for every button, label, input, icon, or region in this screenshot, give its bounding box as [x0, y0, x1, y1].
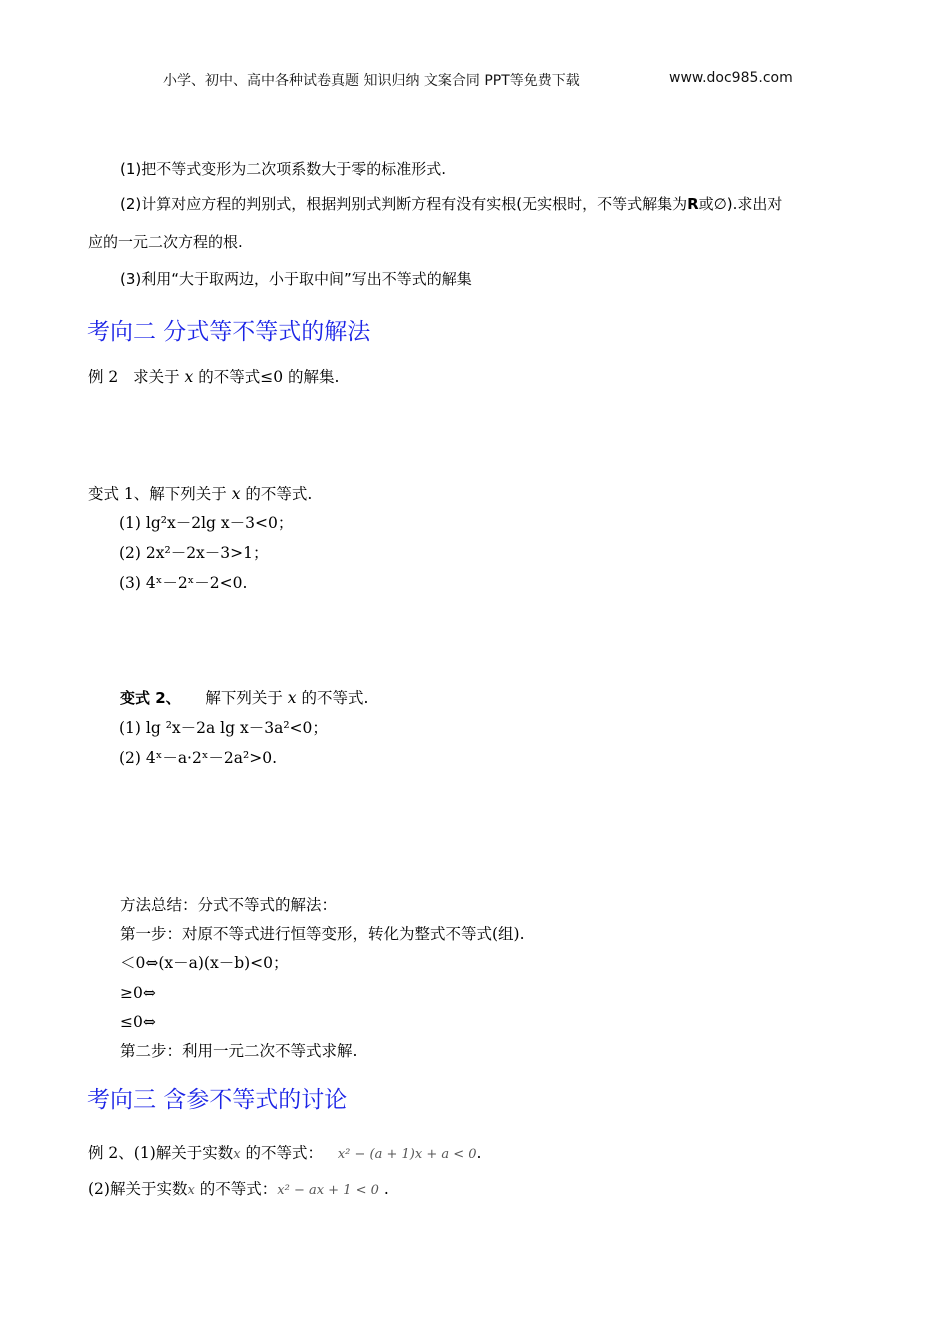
variant-2-intro-b: 的不等式.: [301, 689, 369, 707]
step-2-R: R: [687, 195, 699, 213]
s3-ex1-text-b: 的不等式：: [245, 1144, 324, 1162]
summary-step-2: 第二步：利用一元二次不等式求解.: [120, 1042, 358, 1060]
step-1: (1)把不等式变形为二次项系数大于零的标准形式.: [120, 160, 447, 178]
section-3-title: 考向三 含参不等式的讨论: [87, 1087, 348, 1113]
step-2-text-c: ).求出对: [726, 195, 783, 213]
variant-1-item-1: (1) lg²x－2lg x－3<0；: [119, 514, 294, 532]
header-banner-text: 小学、初中、高中各种试卷真题 知识归纳 文案合同 PPT等免费下载: [163, 73, 580, 89]
s3-ex2-formula: x² − ax + 1 < 0: [277, 1183, 379, 1198]
example-2-text-a: 求关于: [133, 368, 180, 386]
s3-ex1-text-a: 例 2、(1)解关于实数: [88, 1144, 234, 1162]
s3-ex2-var: x: [187, 1183, 195, 1198]
variant-2-item-1: (1) lg ²x－2a lg x－3a²<0；: [119, 719, 328, 737]
s3-ex2-text-b: 的不等式：: [199, 1180, 278, 1198]
summary-title: 方法总结：分式不等式的解法：: [120, 896, 338, 914]
step-2-line-1: [120, 193, 782, 214]
s3-ex1-end: .: [476, 1144, 482, 1162]
header-site-link[interactable]: www.doc985.com: [669, 70, 793, 86]
variant-1-intro-b: 的不等式.: [245, 485, 313, 503]
section-3-example-2: [88, 1182, 389, 1198]
s3-ex1-var: x: [233, 1147, 241, 1162]
step-2-empty-set: ∅: [713, 195, 727, 213]
step-2-line-2: 应的一元二次方程的根.: [88, 233, 243, 251]
summary-rule-lt: ＜0⇔(x－a)(x－b)<0；: [120, 954, 289, 972]
variant-1-intro-a: 变式 1、解下列关于: [88, 485, 227, 503]
step-2-or: 或: [698, 195, 714, 213]
example-2-var: x: [184, 368, 194, 386]
example-2: [88, 370, 339, 386]
step-3: (3)利用“大于取两边，小于取中间”写出不等式的解集: [120, 270, 472, 288]
s3-ex2-text-a: (2)解关于实数: [88, 1180, 188, 1198]
variant-1-intro: [88, 487, 312, 503]
summary-rule-ge: ≥0⇔: [120, 984, 156, 1002]
step-2-text-a: (2)计算对应方程的判别式，根据判别式判断方程有没有实根(无实根时，不等式解集为: [120, 195, 688, 213]
variant-1-item-2: (2) 2x²－2x－3>1；: [119, 544, 269, 562]
section-3-example-1: [88, 1146, 481, 1162]
section-2-title: 考向二 分式等不等式的解法: [87, 319, 371, 345]
variant-1-item-3: (3) 4ˣ－2ˣ－2<0.: [119, 574, 248, 592]
variant-2-var: x: [287, 689, 297, 707]
variant-1-var: x: [231, 485, 241, 503]
variant-2-item-2: (2) 4ˣ－a·2ˣ－2a²>0.: [119, 749, 278, 767]
summary-rule-le: ≤0⇔: [120, 1013, 156, 1031]
example-2-text-b: 的不等式≤0 的解集.: [198, 368, 340, 386]
s3-ex2-end: .: [383, 1180, 389, 1198]
summary-step-1: 第一步：对原不等式进行恒等变形，转化为整式不等式(组).: [120, 925, 525, 943]
s3-ex1-formula: x² − (a + 1)x + a < 0: [337, 1147, 477, 1162]
example-2-label: 例 2: [88, 368, 119, 386]
variant-2-label: 变式 2、: [120, 689, 181, 707]
variant-2-intro-a: 解下列关于: [205, 689, 283, 707]
variant-2-intro: [120, 691, 368, 707]
